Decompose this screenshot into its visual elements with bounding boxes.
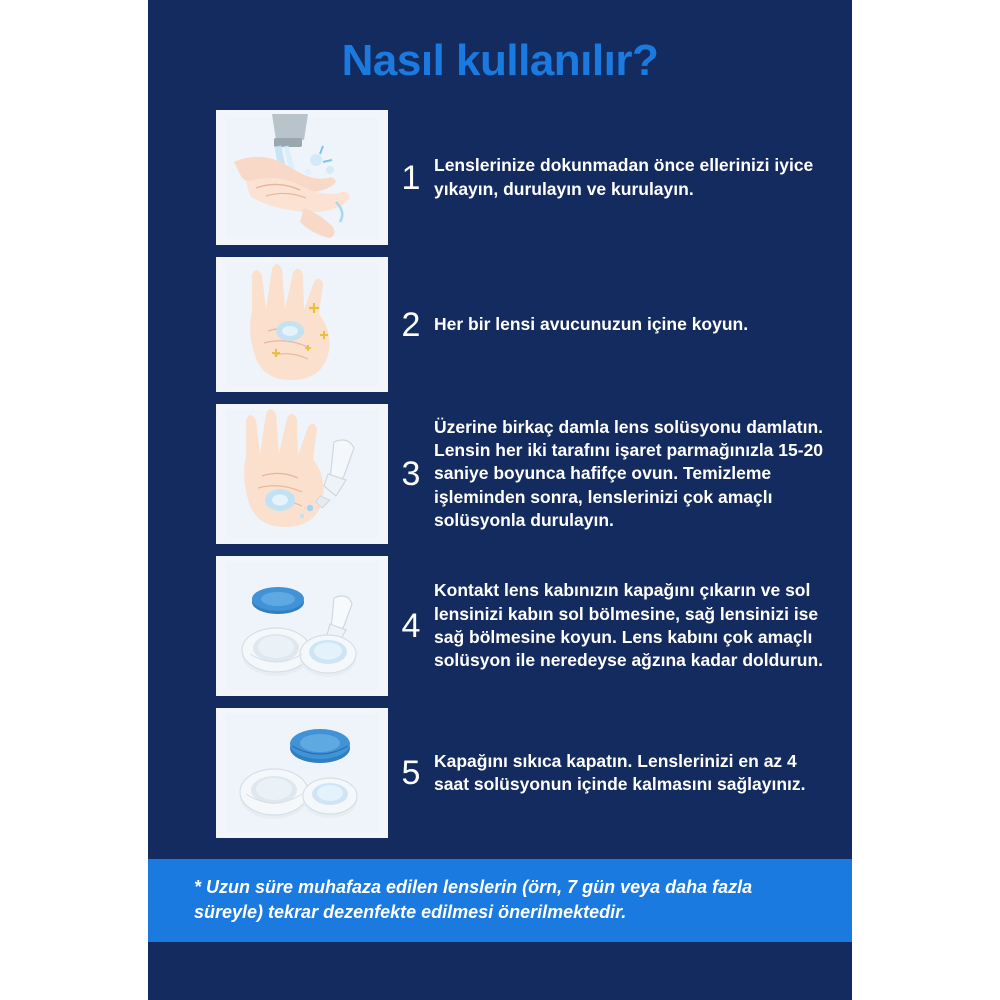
instruction-poster bbox=[148, 0, 852, 1000]
step-text: Lenslerinize dokunmadan önce ellerinizi iyice yıkayın, durulayın ve kurulayın. bbox=[434, 155, 814, 199]
step-number: 1 bbox=[401, 158, 421, 197]
list-item bbox=[148, 257, 852, 392]
step-text: Kapağını sıkıca kapatın. Lenslerinizi en az 4 saat solüsyonun içinde kalmasını sağlayınız. bbox=[434, 750, 806, 794]
footnote-text: * Uzun süre muhafaza edilen lenslerin (örn, 7 gün veya daha fazla süreyle) tekrar dezenfekte edilmesi önerilmektedir. bbox=[194, 877, 753, 922]
footnote-band bbox=[148, 859, 852, 942]
step-text: Her bir lensi avucunuzun içine koyun. bbox=[434, 313, 749, 334]
step-text: Kontakt lens kabınızın kapağını çıkarın ve sol lensinizi kabın sol bölmesine, sağ lensinizi ise sağ bölmesine koyun. Lens kabını çok amaçlı solüsyon ile neredeyse ağzına kadar doldurun. bbox=[434, 580, 823, 671]
step-number: 2 bbox=[401, 305, 421, 344]
open-lens-case-with-solution-bottle-illustration bbox=[216, 556, 388, 696]
step-number: 3 bbox=[401, 455, 421, 493]
lens-on-palm-illustration bbox=[216, 257, 388, 392]
list-item bbox=[148, 404, 852, 544]
list-item bbox=[148, 708, 852, 838]
hands-washing-under-tap-illustration bbox=[216, 110, 388, 245]
list-item bbox=[148, 556, 852, 696]
page-title: Nasıl kullanılır? bbox=[341, 36, 659, 85]
dropping-solution-on-lens-in-palm-illustration bbox=[216, 404, 388, 544]
step-number: 4 bbox=[401, 607, 421, 645]
step-number: 5 bbox=[401, 754, 421, 792]
list-item bbox=[148, 110, 852, 245]
step-text: Üzerine birkaç damla lens solüsyonu damlatın. Lensin her iki tarafını işaret parmağınızla 15-20 saniye boyunca hafifçe ovun. Temizleme işleminden sonra, lenslerinizi çok amaçlı solüsyonla durulayın. bbox=[434, 416, 824, 530]
steps-list bbox=[148, 110, 852, 850]
closing-lens-case-lid-illustration bbox=[216, 708, 388, 838]
